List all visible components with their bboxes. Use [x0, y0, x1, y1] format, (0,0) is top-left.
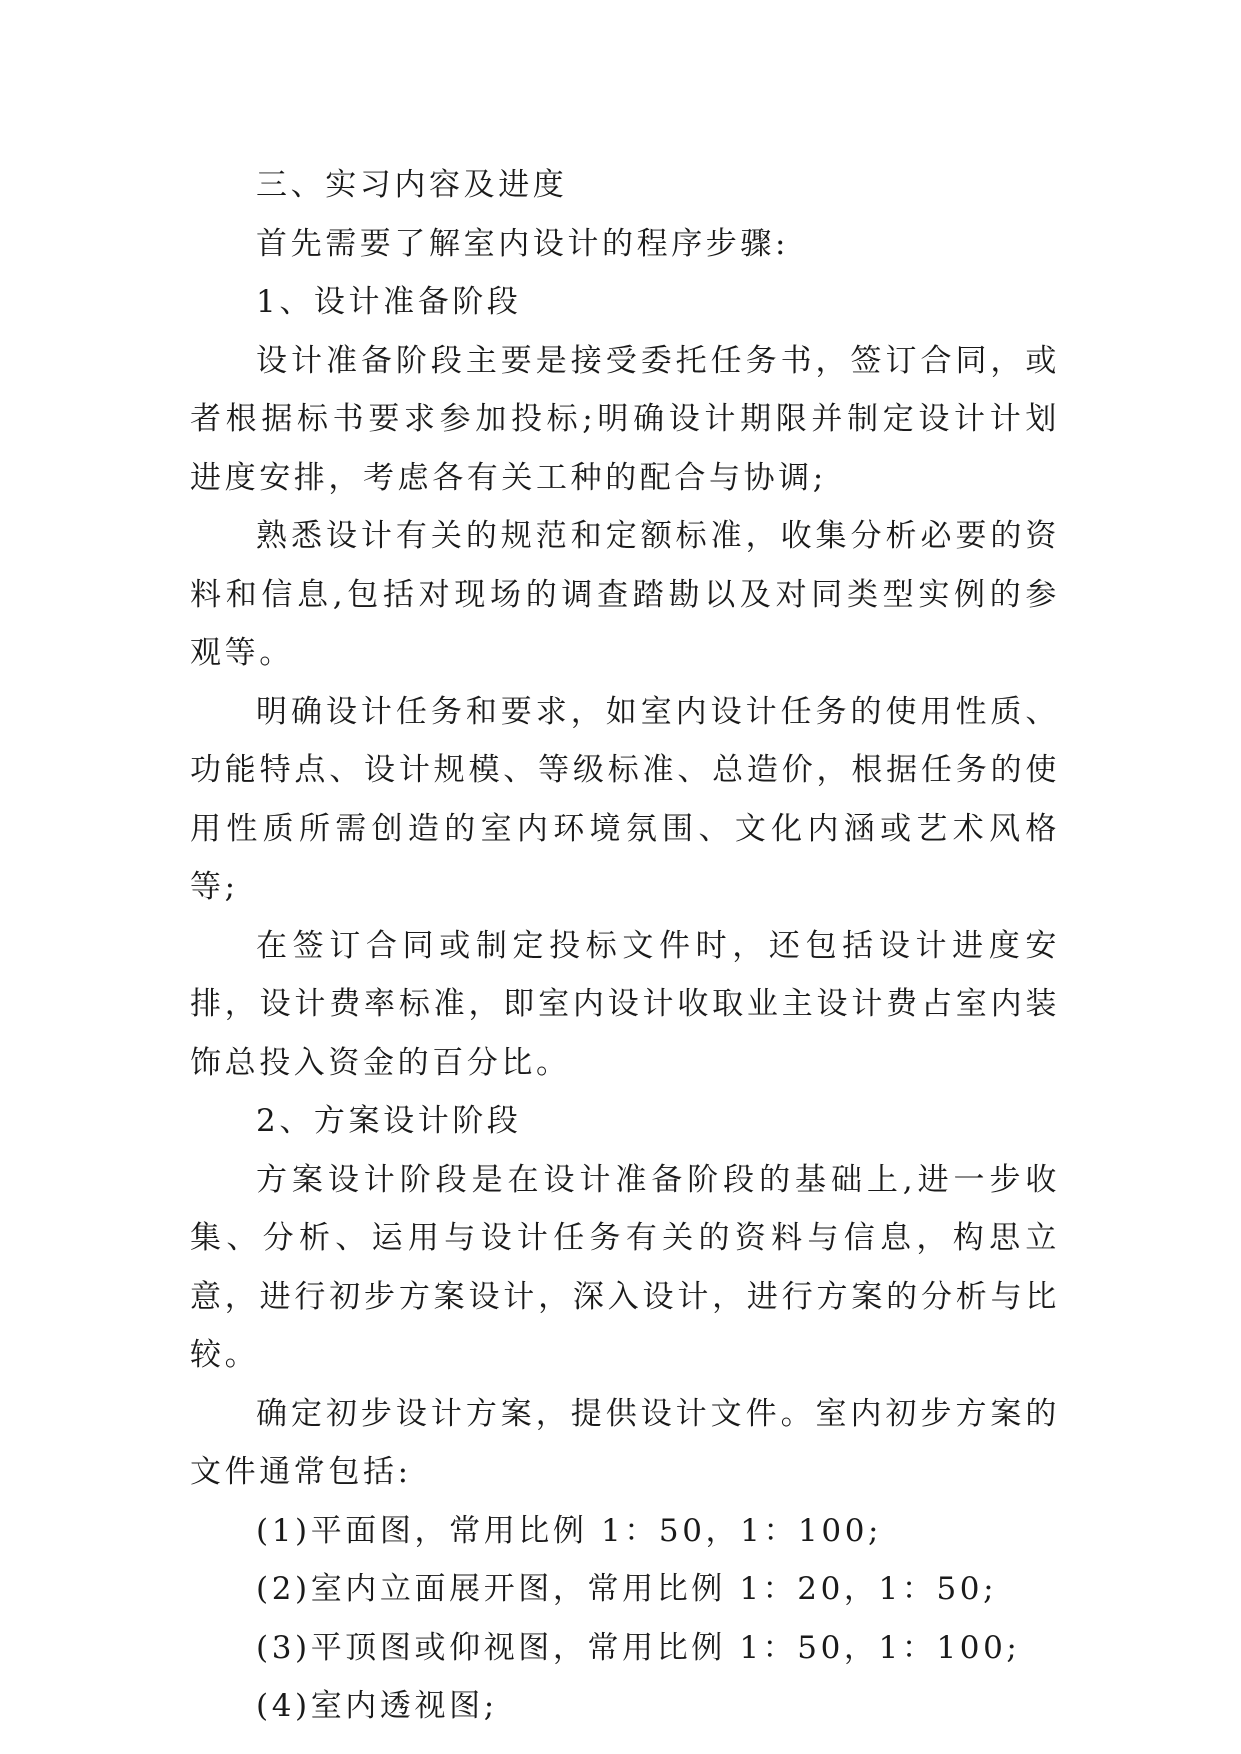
section-heading: 三、实习内容及进度: [256, 167, 568, 203]
paragraph: 在签订合同或制定投标文件时，还包括设计进度安排，设计费率标准，即室内设计收取业主设计费占室内装饰总投入资金的百分比。: [190, 927, 1060, 1081]
paragraph: 明确设计任务和要求，如室内设计任务的使用性质、功能特点、设计规模、等级标准、总造价，根据任务的使用性质所需创造的室内环境氛围、文化内涵或艺术风格等;: [190, 693, 1060, 905]
paragraph: 熟悉设计有关的规范和定额标准，收集分析必要的资料和信息,包括对现场的调查踏勘以及对同类型实例的参观等。: [190, 518, 1060, 671]
body-text: [190, 156, 1060, 1736]
paragraph: 设计准备阶段主要是接受委托任务书，签订合同，或者根据标书要求参加投标;明确设计期限并制定设计计划进度安排，考虑各有关工种的配合与协调;: [190, 342, 1060, 496]
list-item: (3)平顶图或仰视图，常用比例 1：50，1：100;: [256, 1629, 1021, 1666]
subsection-heading: 1、设计准备阶段: [256, 284, 522, 320]
list-item: (1)平面图，常用比例 1：50，1：100;: [256, 1512, 883, 1549]
paragraph: 方案设计阶段是在设计准备阶段的基础上,进一步收集、分析、运用与设计任务有关的资料与信息，构思立意，进行初步方案设计，深入设计，进行方案的分析与比较。: [190, 1161, 1060, 1373]
list-item: (4)室内透视图;: [256, 1688, 498, 1724]
paragraph: 确定初步设计方案，提供设计文件。室内初步方案的文件通常包括:: [190, 1395, 1060, 1490]
subsection-heading: 2、方案设计阶段: [256, 1103, 522, 1139]
paragraph: 首先需要了解室内设计的程序步骤:: [256, 225, 790, 262]
list-item: (2)室内立面展开图，常用比例 1：20，1：50;: [256, 1571, 998, 1607]
